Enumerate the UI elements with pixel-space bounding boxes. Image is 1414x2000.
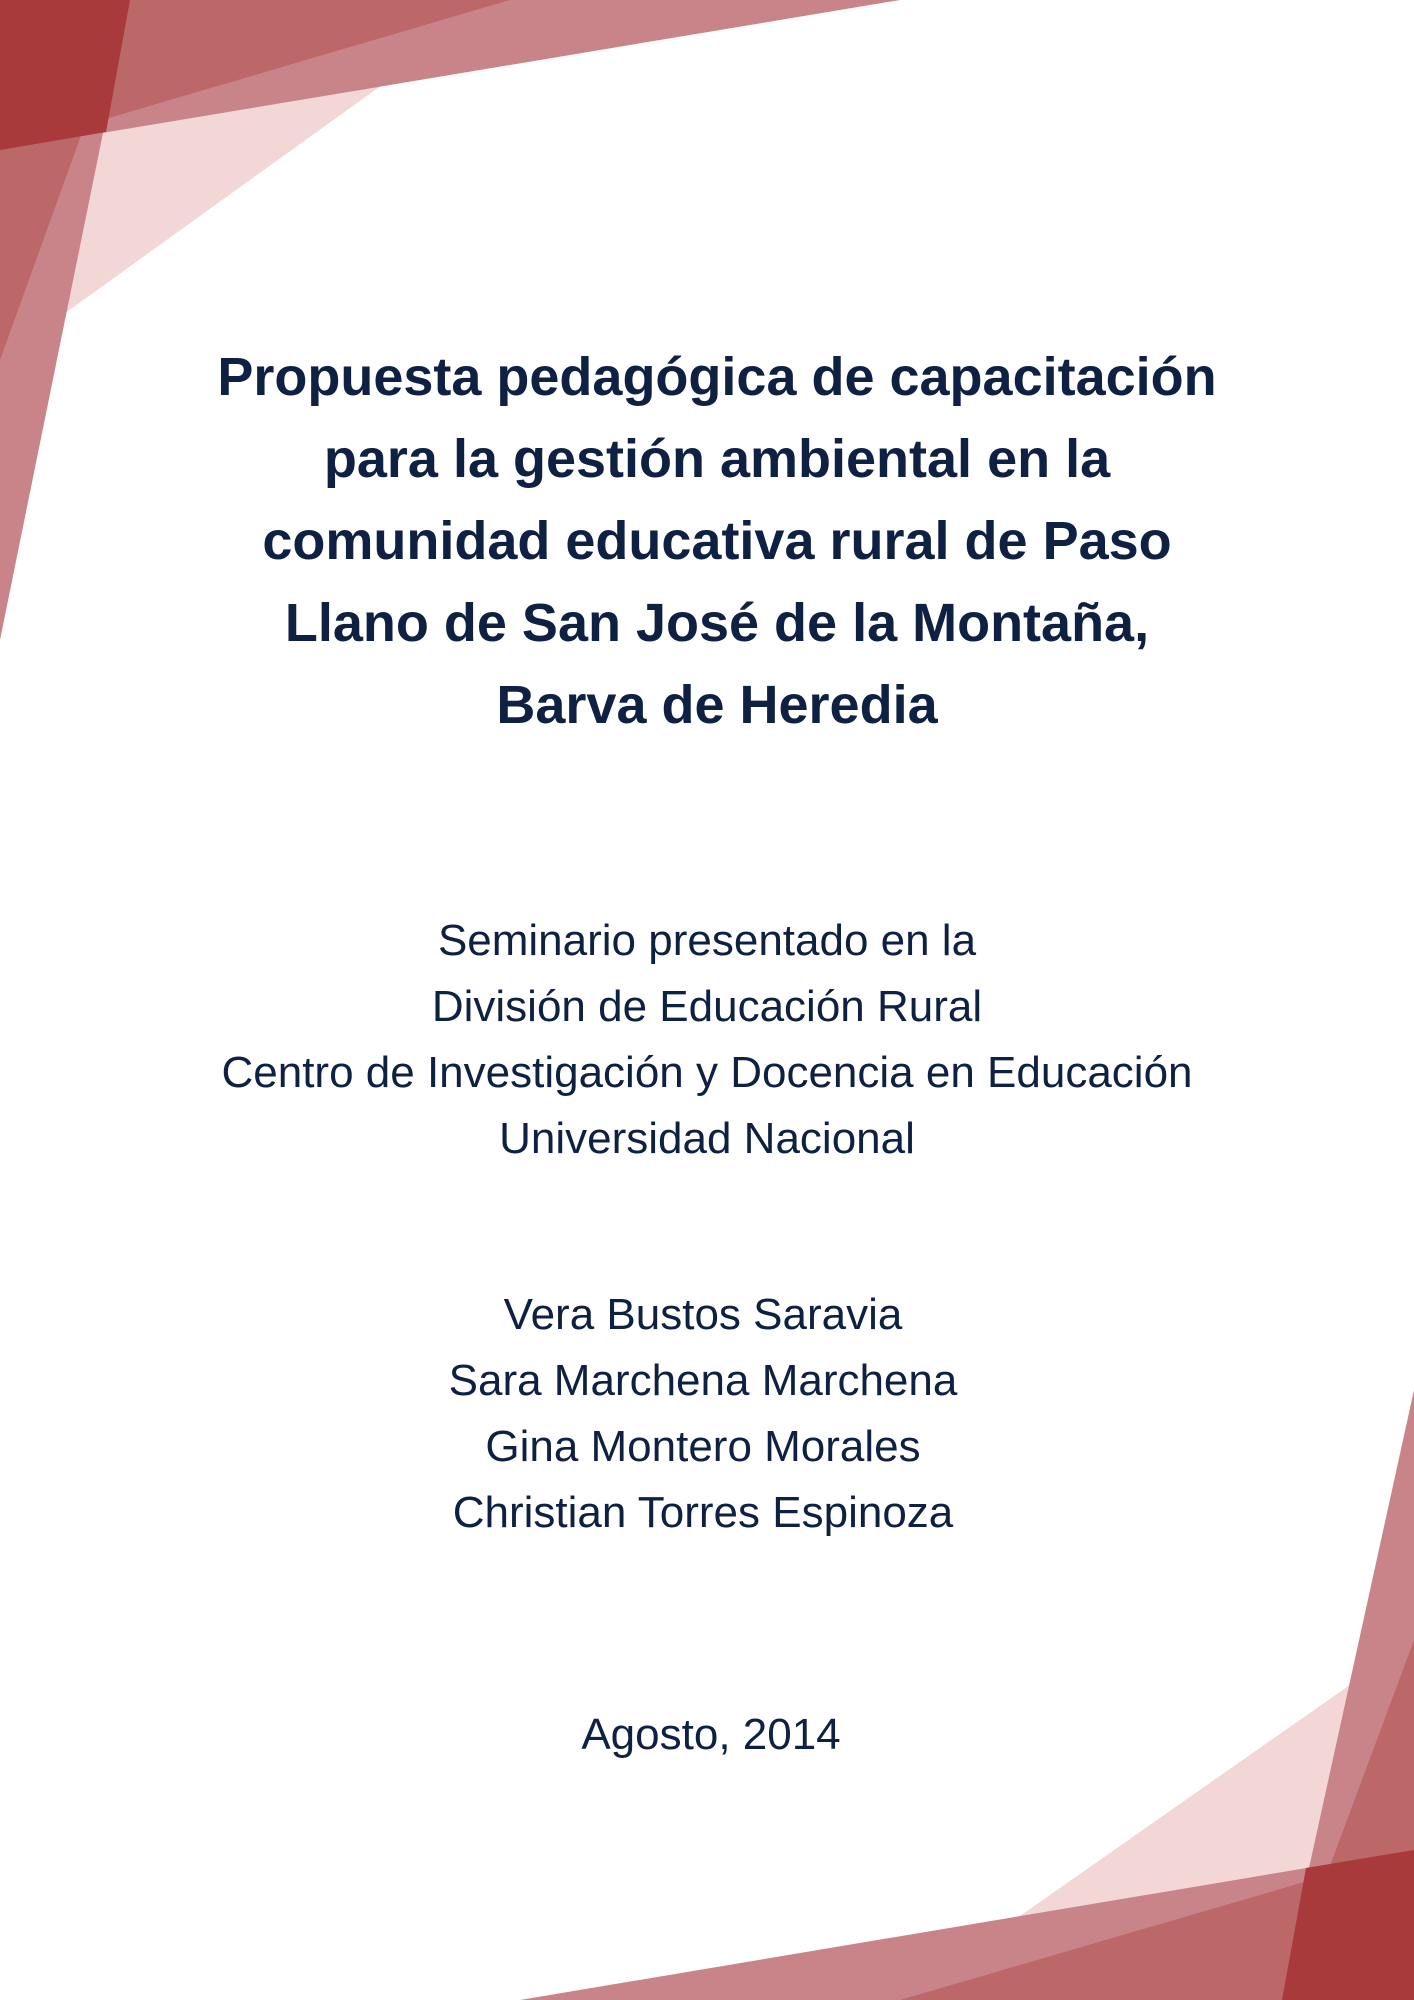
document-title [120, 336, 1314, 746]
title-line: Barva de Heredia [496, 675, 938, 735]
university-line: Universidad Nacional [499, 1114, 915, 1163]
date-block [4, 1702, 1414, 1768]
center-line: Centro de Investigación y Docencia en Educación [221, 1048, 1193, 1097]
seminar-line: Seminario presentado en la [437, 916, 977, 965]
title-line: para la gestión ambiental en la [323, 429, 1111, 489]
title-line: Propuesta pedagógica de capacitación [217, 347, 1217, 407]
title-line: comunidad educativa rural de Paso [262, 511, 1172, 571]
division-line: División de Educación Rural [431, 982, 983, 1031]
title-line: Llano de San José de la Montaña, [284, 593, 1150, 653]
publication-date: Agosto, 2014 [581, 1710, 841, 1759]
author-name: Christian Torres Espinoza [452, 1488, 954, 1537]
author-name: Sara Marchena Marchena [448, 1356, 958, 1405]
author-name: Vera Bustos Saravia [503, 1290, 903, 1339]
author-name: Gina Montero Morales [485, 1422, 921, 1471]
institution-block [0, 908, 1414, 1172]
authors-block [0, 1282, 1410, 1546]
